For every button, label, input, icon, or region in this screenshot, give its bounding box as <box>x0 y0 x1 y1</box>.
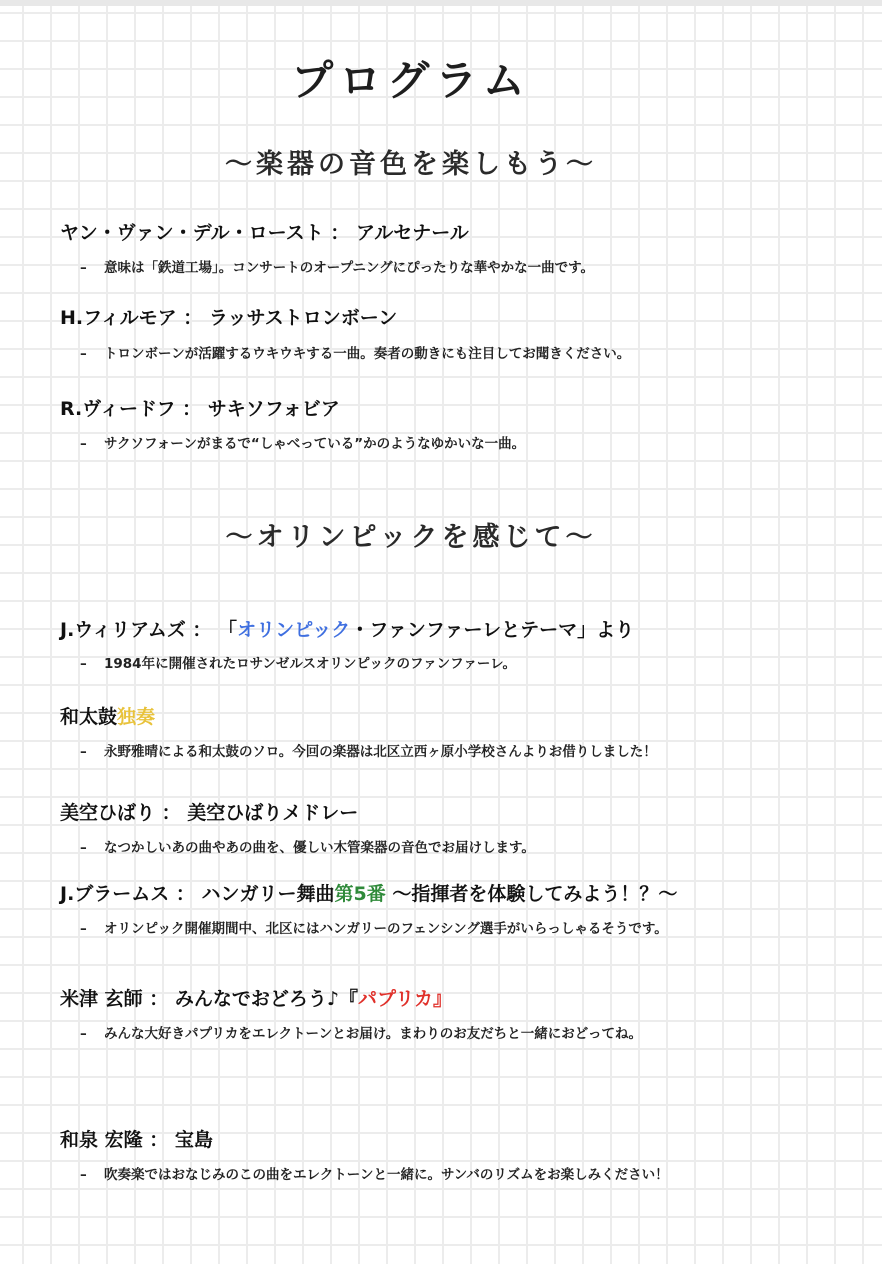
page-title: プログラム <box>291 56 531 105</box>
program-heading: H.フィルモア ： ラッサストロンボーン <box>60 307 398 329</box>
program-description <box>80 1022 642 1042</box>
description-text: サクソフォーンがまるで“しゃべっている”かのようなゆかいな一曲。 <box>104 436 526 452</box>
bullet-dash: – <box>80 436 87 452</box>
description-text: 1984年に開催されたロサンゼルスオリンピックのファンファーレ。 <box>104 656 517 672</box>
section-heading-olympics: 〜オリンピックを感じて〜 <box>225 522 597 553</box>
program-heading: R.ヴィードフ ： サキソフォビア <box>60 398 340 420</box>
program-description <box>80 740 657 760</box>
program-description <box>80 652 516 672</box>
program-heading: 和泉 宏隆 ： 宝島 <box>60 1129 213 1151</box>
description-text: 吹奏楽ではおなじみのこの曲をエレクトーンと一緒に。サンバのリズムをお楽しみください！ <box>104 1167 669 1183</box>
program-heading <box>60 702 155 729</box>
program-description <box>80 836 535 856</box>
heading-text: 〜指揮者を体験してみよう！？〜 <box>385 883 678 905</box>
top-border <box>0 0 882 6</box>
program-description <box>80 256 594 276</box>
program-heading: ヤン・ヴァン・デル・ロースト ： アルセナール <box>60 222 469 244</box>
bullet-dash: – <box>80 260 87 276</box>
program-description <box>80 1163 669 1183</box>
program-description <box>80 432 525 452</box>
heading-text: 』 <box>433 988 453 1010</box>
heading-highlight: パプリカ <box>357 988 434 1010</box>
bullet-dash: – <box>80 1167 87 1183</box>
bullet-dash: – <box>80 840 87 856</box>
description-text: 永野雅晴による和太鼓のソロ。今回の楽器は北区立西ヶ原小学校さんよりお借りしました！ <box>104 744 657 760</box>
program-heading <box>60 615 634 642</box>
heading-text: J.ウィリアムズ ： 「 <box>60 619 238 641</box>
program-heading <box>60 984 452 1011</box>
heading-highlight: 第5番 <box>334 883 386 905</box>
program-description <box>80 342 630 362</box>
bullet-dash: – <box>80 1026 87 1042</box>
heading-text: ・ファンファーレとテーマ」より <box>350 619 635 641</box>
bullet-dash: – <box>80 921 87 937</box>
program-heading <box>60 879 677 906</box>
heading-text: J.ブラームス ： ハンガリー舞曲 <box>60 883 335 905</box>
program-description <box>80 917 668 937</box>
description-text: オリンピック開催期間中、北区にはハンガリーのフェンシング選手がいらっしゃるそうです。 <box>104 921 668 937</box>
description-text: トロンボーンが活躍するウキウキする一曲。奏者の動きにも注目してお聞きください。 <box>104 346 631 362</box>
section-heading-instruments: 〜楽器の音色を楽しもう〜 <box>225 149 597 180</box>
bullet-dash: – <box>80 744 87 760</box>
bullet-dash: – <box>80 656 87 672</box>
heading-highlight: 独奏 <box>117 706 156 728</box>
heading-text: 米津 玄師 ： みんなでおどろう♪『 <box>60 988 358 1010</box>
bullet-dash: – <box>80 346 87 362</box>
description-text: なつかしいあの曲やあの曲を、優しい木管楽器の音色でお届けします。 <box>104 840 535 856</box>
heading-highlight: オリンピック <box>237 619 351 641</box>
description-text: 意味は「鉄道工場」。コンサートのオープニングにぴったりな華やかな一曲です。 <box>104 260 595 276</box>
program-heading: 美空ひばり ： 美空ひばりメドレー <box>60 802 359 824</box>
heading-text: 和太鼓 <box>60 706 118 728</box>
description-text: みんな大好きパプリカをエレクトーンとお届け。まわりのお友だちと一緒におどってね。 <box>104 1026 642 1042</box>
